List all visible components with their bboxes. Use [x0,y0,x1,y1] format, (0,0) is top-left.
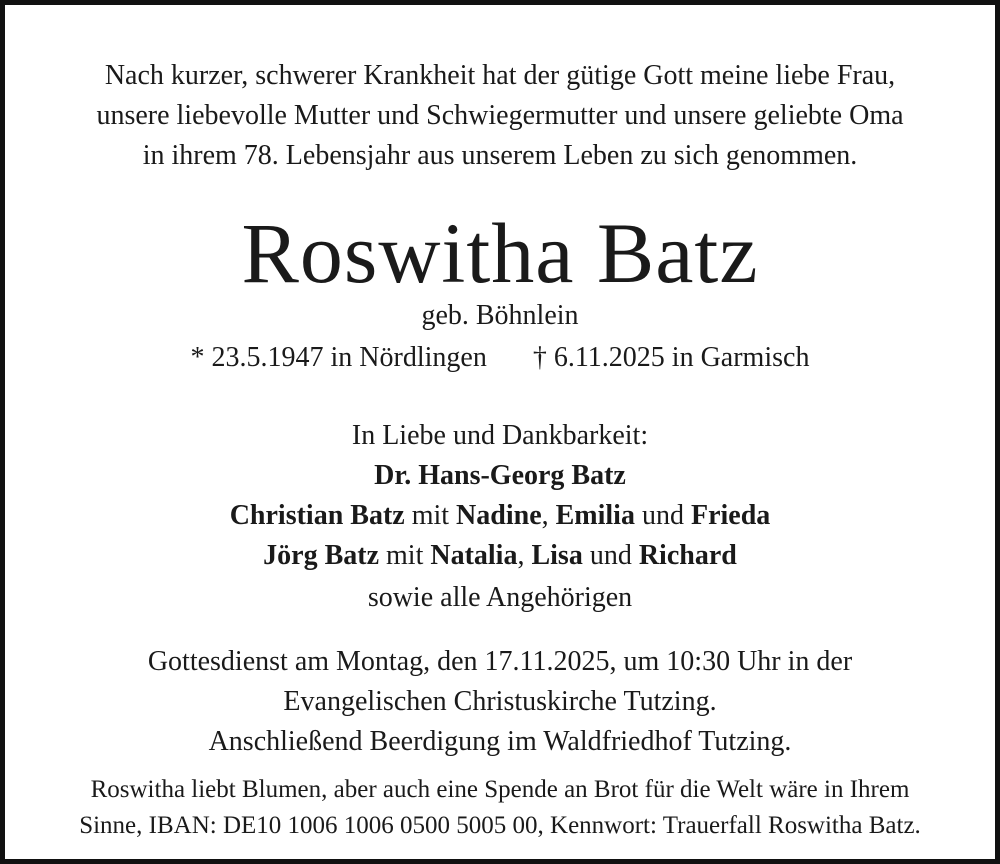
mourners-closing: sowie alle Angehörigen [367,582,633,613]
death-date: † 6.11.2025 in Garmisch [532,342,810,373]
mourner-line-1: Dr. Hans-Georg Batz [374,460,626,491]
mourner-name: Natalia [430,540,518,571]
intro-line-1: Nach kurzer, schwerer Krankheit hat der gütige Gott meine liebe Frau, [104,60,896,91]
birth-date: * 23.5.1947 in Nördlingen [190,342,487,373]
mourner-line-3 [15,539,985,573]
donation-line-1: Roswitha liebt Blumen, aber auch eine Spende an Brot für die Welt wäre in Ihrem [90,776,910,803]
intro-line-3: in ihrem 78. Lebensjahr aus unserem Leben zu sich genommen. [142,140,858,171]
connector: , [541,500,556,531]
mourner-name: Frieda [690,500,771,531]
service-line-1: Gottesdienst am Montag, den 17.11.2025, um 10:30 Uhr in der [147,646,853,677]
connector: und [634,500,691,531]
connector: mit [404,500,457,531]
mourner-name: Jörg Batz [263,540,380,571]
intro-line-2: unsere liebevolle Mutter und Schwiegermutter und unsere geliebte Oma [96,100,904,131]
mourner-name: Nadine [456,500,542,531]
connector: mit [379,540,431,571]
mourner-name: Emilia [555,500,635,531]
service-line-2: Evangelischen Christuskirche Tutzing. [283,686,717,717]
life-dates [15,341,985,375]
mourner-name: Lisa [531,540,583,571]
mourner-name: Christian Batz [229,500,405,531]
deceased-name: Roswitha Batz [241,205,759,301]
connector: , [517,540,532,571]
mourners-intro: In Liebe und Dankbarkeit: [351,420,649,451]
mourner-name: Richard [638,540,737,571]
donation-line-2: Sinne, IBAN: DE10 1006 1006 0500 5005 00, Kennwort: Trauerfall Roswitha Batz. [79,812,921,839]
mourner-line-2 [15,499,985,533]
service-line-3: Anschließend Beerdigung im Waldfriedhof Tutzing. [208,726,792,757]
connector: und [582,540,639,571]
maiden-name: geb. Böhnlein [421,300,579,331]
